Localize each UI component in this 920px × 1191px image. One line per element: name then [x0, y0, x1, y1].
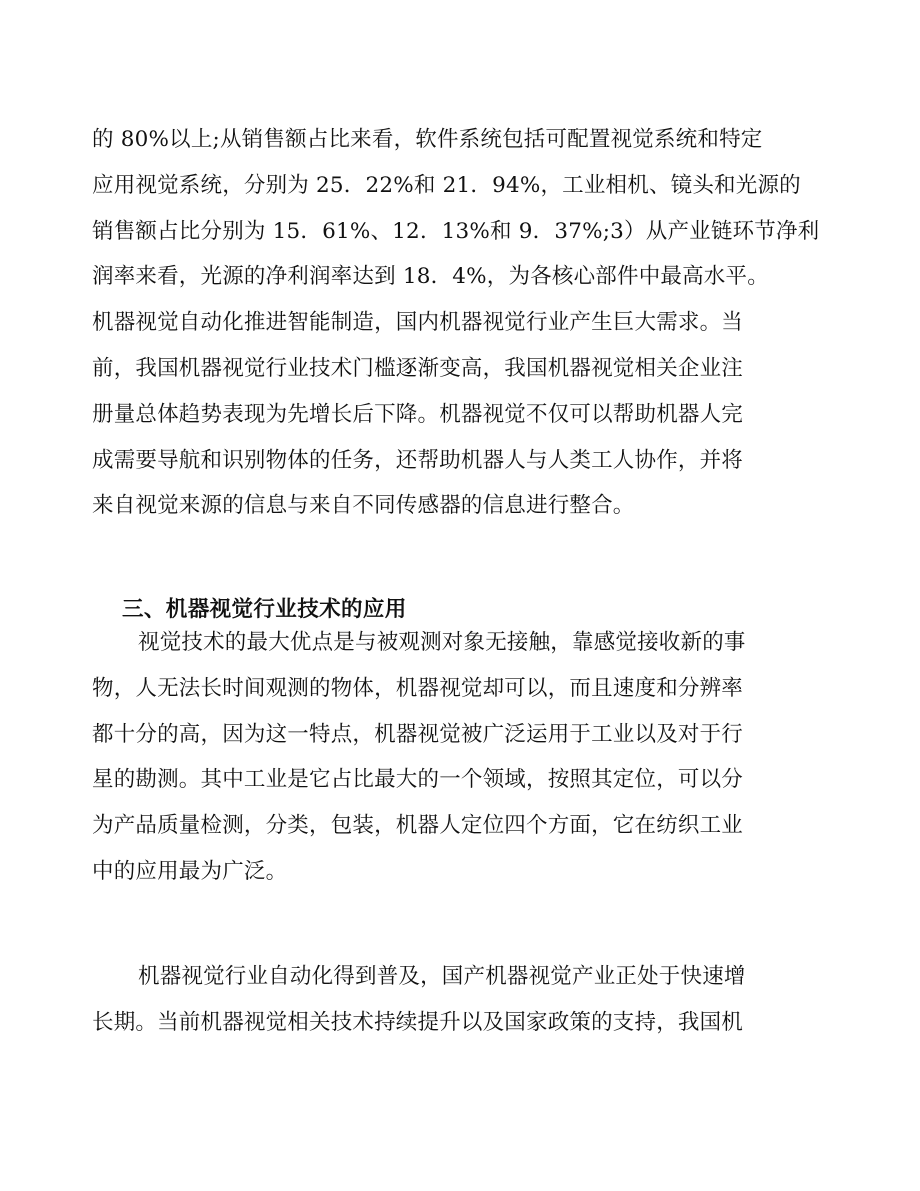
text-line: 册量总体趋势表现为先增长后下降。机器视觉不仅可以帮助机器人完 — [92, 401, 744, 427]
text-line: 机器视觉行业自动化得到普及，国产机器视觉产业正处于快速增 — [138, 964, 746, 989]
text-line: 物，人无法长时间观测的物体，机器视觉却可以，而且速度和分辨率 — [92, 675, 744, 701]
paragraph-industry-growth — [92, 954, 832, 1046]
text-line: 应用视觉系统，分别为 25．22%和 21．94%，工业相机、镜头和光源的 — [92, 172, 801, 198]
text-line: 星的勘测。其中工业是它占比最大的一个领域，按照其定位，可以分 — [92, 767, 744, 793]
text-line: 长期。当前机器视觉相关技术持续提升以及国家政策的支持，我国机 — [92, 1009, 744, 1035]
text-line: 机器视觉自动化推进智能制造，国内机器视觉行业产生巨大需求。当 — [92, 310, 744, 336]
text-line: 视觉技术的最大优点是与被观测对象无接触，靠感觉接收新的事 — [138, 630, 746, 655]
text-line: 来自视觉来源的信息与来自不同传感器的信息进行整合。 — [92, 493, 635, 519]
text-line: 润率来看，光源的净利润率达到 18．4%，为各核心部件中最高水平。 — [92, 264, 769, 290]
section-heading: 三、机器视觉行业技术的应用 — [122, 597, 407, 622]
text-line: 都十分的高，因为这一特点，机器视觉被广泛运用于工业以及对于行 — [92, 721, 744, 747]
text-line: 前，我国机器视觉行业技术门槛逐渐变高，我国机器视觉相关企业注 — [92, 355, 744, 381]
text-line: 成需要导航和识别物体的任务，还帮助机器人与人类工人协作，并将 — [92, 447, 744, 473]
text-line: 销售额占比分别为 15．61%、12．13%和 9．37%;3）从产业链环节净利 — [92, 218, 820, 244]
text-line: 中的应用最为广泛。 — [92, 858, 288, 884]
paragraph-market-share — [92, 117, 832, 529]
text-line: 为产品质量检测，分类，包装，机器人定位四个方面，它在纺织工业 — [92, 813, 744, 839]
paragraph-vision-advantages — [92, 620, 832, 895]
text-line: 的 80%以上;从销售额占比来看，软件系统包括可配置视觉系统和特定 — [92, 127, 763, 152]
